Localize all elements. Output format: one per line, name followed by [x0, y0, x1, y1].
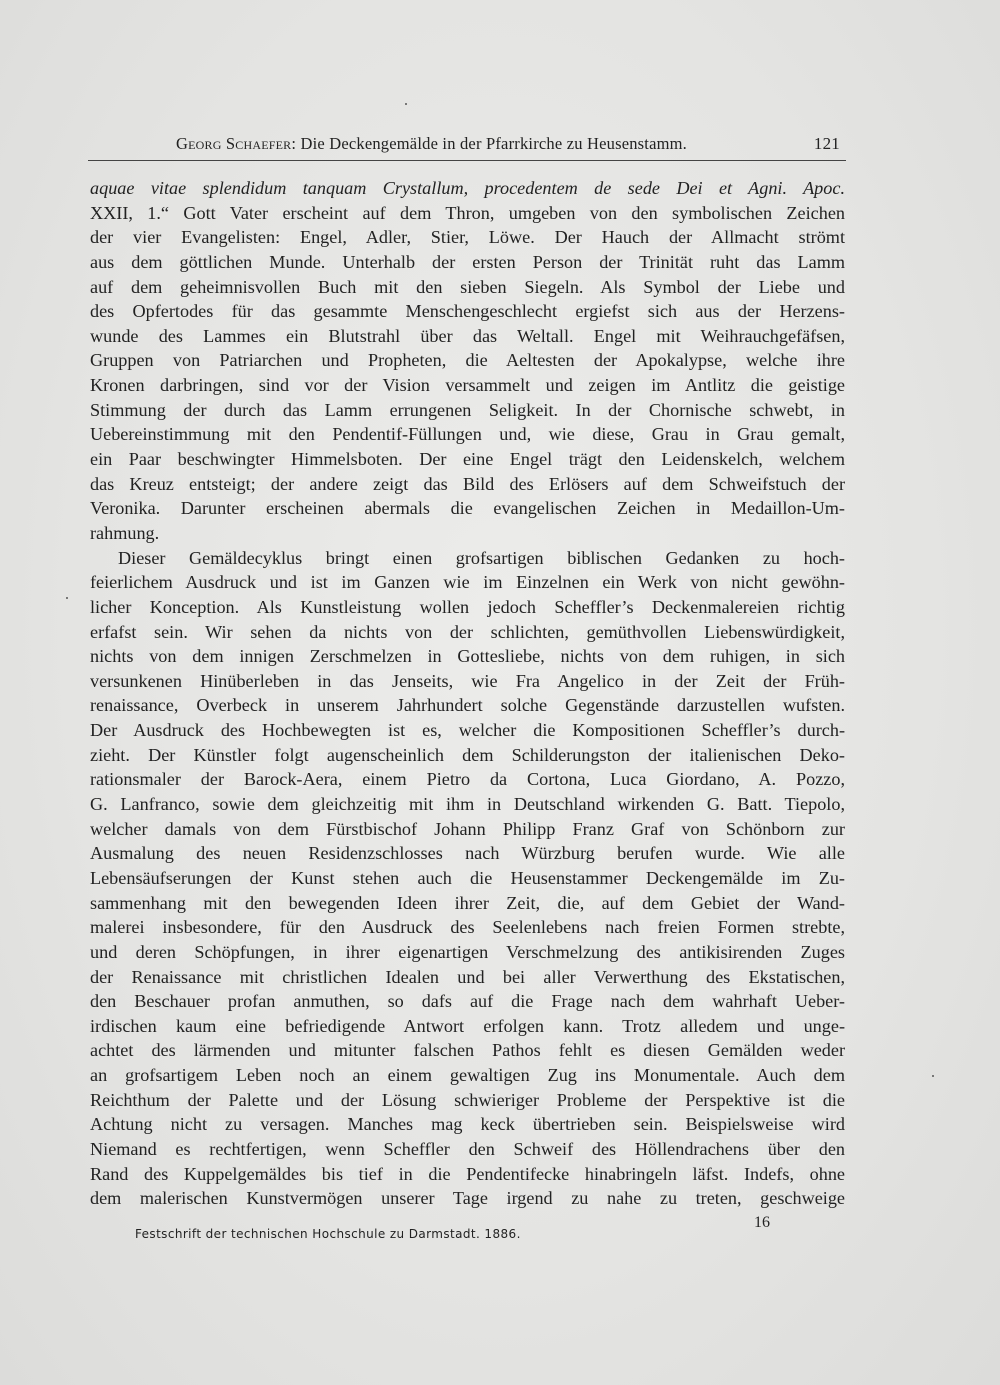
text-line: malerei insbesondere, für den Ausdruck des Seelenlebens nach freien Formen strebte, [90, 917, 845, 938]
text-line: irdischen kaum eine befriedigende Antwort erfolgen kann. Trotz alledem und unge- [90, 1015, 845, 1036]
text-line: Stimmung der durch das Lamm errungenen Seligkeit. In der Chornische schwebt, in [90, 399, 845, 420]
page-number: 121 [813, 134, 840, 153]
header-rule [88, 160, 846, 161]
text-line: feierlichem Ausdruck und ist im Ganzen wie im Einzelnen ein Werk von nicht gewöhn- [90, 572, 845, 593]
text-line: an grofsartigem Leben noch an einem gewaltigen Zug ins Monumentale. Auch dem [90, 1065, 845, 1086]
footer-note: Festschrift der technischen Hochschule zu Darmstadt. 1886. [135, 1227, 521, 1241]
text-line: versunkenen Hinüberleben in das Jenseits, wie Fra Angelico in der Zeit der Früh- [90, 670, 845, 691]
text-line: Uebereinstimmung mit den Pendentif-Füllungen und, wie diese, Grau in Grau gemalt, [90, 424, 845, 445]
paragraph-first-line: Dieser Gemäldecyklus bringt einen grofsartigen biblischen Gedanken zu hoch- [118, 547, 845, 568]
text-line: dem malerischen Kunstvermögen unserer Tage irgend zu nahe zu treten, geschweige [90, 1188, 845, 1209]
signature-mark: 16 [754, 1214, 770, 1231]
text-line: der Renaissance mit christlichen Idealen und bei aller Verwerthung des Ekstatischen, [90, 966, 845, 987]
text-line: des Opfertodes für das gesammte Menschengeschlecht ergiefst sich aus der Herzens- [90, 301, 845, 322]
text-line: Der Ausdruck des Hochbewegten ist es, welcher die Kompositionen Scheffler’s durch- [90, 720, 845, 741]
running-title-text: : Die Deckengemälde in der Pfarrkirche zu Heusenstamm. [291, 134, 688, 153]
text-line: nichts von dem innigen Zerschmelzen in Gottesliebe, nichts von dem ruhigen, in sich [90, 646, 845, 667]
text-line: XXII, 1.“ Gott Vater erscheint auf dem Thron, umgeben von den symbolischen Zeichen [90, 202, 845, 223]
text-line: auf dem geheimnisvollen Buch mit den sieben Siegeln. Als Symbol der Liebe und [90, 276, 845, 297]
text-line: und deren Schöpfungen, in ihrer eigenartigen Verschmelzung des antikisirenden Zuges [90, 941, 845, 962]
text-line: erfafst sein. Wir sehen da nichts von der schlichten, gemüthvollen Liebenswürdigkeit, [90, 621, 845, 642]
text-line: Lebensäufserungen der Kunst stehen auch die Heusenstammer Deckengemälde im Zu- [90, 867, 845, 888]
text-line: sammenhang mit den bewegenden Ideen ihrer Zeit, die, auf dem Gebiet der Wand- [90, 892, 845, 913]
text-line: Rand des Kuppelgemäldes bis tief in die Pendentifecke hinabringeln läfst. Indefs, ohne [90, 1163, 845, 1184]
text-line: Ausmalung des neuen Residenzschlosses nach Würzburg berufen wurde. Wie alle [90, 843, 845, 864]
text-line: den Beschauer profan anmuthen, so dafs auf die Frage nach dem wahrhaft Ueber- [90, 991, 845, 1012]
paper-speck [66, 597, 68, 599]
paper-speck [932, 1075, 934, 1077]
text-line: Reichthum der Palette und der Lösung schwieriger Probleme der Perspektive ist die [90, 1089, 845, 1110]
text-line: aquae vitae splendidum tanquam Crystallum, procedentem de sede Dei et Agni. Apoc. [90, 178, 845, 198]
text-line: Achtung nicht zu versagen. Manches mag keck übertrieben sein. Beispielsweise wird [90, 1114, 845, 1135]
text-line: G. Lanfranco, sowie dem gleichzeitig mit ihm in Deutschland wirkenden G. Batt. Tiepolo, [90, 794, 845, 815]
text-line: aus dem göttlichen Munde. Unterhalb der ersten Person der Trinität ruht das Lamm [90, 251, 845, 272]
text-line: Veronika. Darunter erscheinen abermals die evangelischen Zeichen in Medaillon-Um- [90, 498, 845, 519]
text-line: zieht. Der Künstler folgt augenscheinlich dem Schilderungston der italienischen Deko- [90, 744, 845, 765]
text-line: rationsmaler der Barock-Aera, einem Pietro da Cortona, Luca Giordano, A. Pozzo, [90, 769, 845, 790]
text-line: welcher damals von dem Fürstbischof Johann Philipp Franz Graf von Schönborn zur [90, 818, 845, 839]
paper-speck [405, 103, 407, 105]
text-line: achtet des lärmenden und mitunter falschen Pathos fehlt es diesen Gemälden weder [90, 1040, 845, 1061]
text-line: rahmung. [90, 522, 160, 543]
text-line: Gruppen von Patriarchen und Propheten, die Aeltesten der Apokalypse, welche ihre [90, 350, 845, 371]
text-line: das Kreuz entsteigt; der andere zeigt das Bild des Erlösers auf dem Schweifstuch der [90, 473, 845, 494]
running-title [176, 134, 687, 154]
text-line: Niemand es rechtfertigen, wenn Scheffler den Schweif des Höllendrachens über den [90, 1138, 845, 1159]
text-line: licher Konception. Als Kunstleistung wollen jedoch Scheffler’s Deckenmalereien richtig [90, 596, 845, 617]
text-line: Kronen darbringen, sind vor der Vision versammelt und zeigen im Antlitz die geistige [90, 375, 845, 396]
author-name: Georg Schaefer [176, 134, 292, 153]
text-line: wunde des Lammes ein Blutstrahl über das Weltall. Engel mit Weihrauchgefäfsen, [90, 325, 845, 346]
body-text [90, 176, 845, 1211]
text-line: renaissance, Overbeck in unserem Jahrhundert solche Gegenstände darzustellen wufsten. [90, 695, 845, 716]
running-head [88, 134, 846, 156]
text-line: der vier Evangelisten: Engel, Adler, Stier, Löwe. Der Hauch der Allmacht strömt [90, 227, 845, 248]
text-line: ein Paar beschwingter Himmelsboten. Der eine Engel trägt den Leidenskelch, welchem [90, 449, 845, 470]
